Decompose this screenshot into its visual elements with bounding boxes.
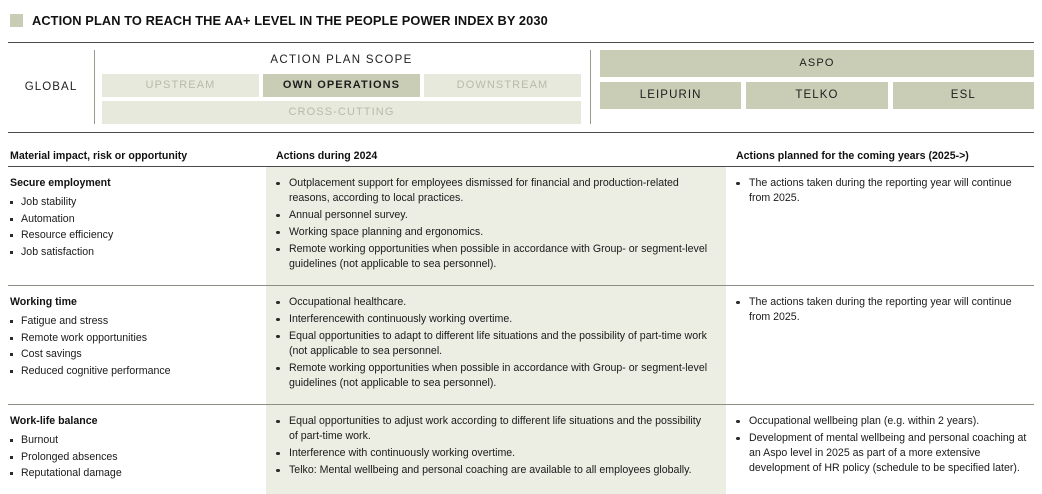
- actions-future-list: [736, 176, 1028, 206]
- page-title-row: [8, 0, 1034, 28]
- table-row: [8, 405, 1034, 494]
- list-item: Outplacement support for employees dismissed for financial and production-related reasons, according to local practices.: [276, 176, 712, 206]
- column-header-actions-2024: Actions during 2024: [276, 150, 378, 162]
- list-item: Job satisfaction: [10, 245, 258, 260]
- impact-title: Working time: [10, 296, 77, 309]
- brand-row: [600, 82, 1034, 109]
- impact-title: Secure employment: [10, 177, 111, 189]
- list-item: Development of mental wellbeing and personal coaching at an Aspo level in 2025 as part of a more extensive development of HR policy (schedule to be specified later).: [736, 431, 1028, 476]
- impact-cell: [8, 405, 266, 494]
- list-item: Job stability: [10, 195, 258, 210]
- actions-2024-cell: [266, 405, 726, 494]
- impact-list: [10, 433, 258, 481]
- actions-2024-list: [276, 414, 712, 478]
- list-item: Equal opportunities to adjust work according to different life situations and the possibility of part-time work.: [276, 414, 712, 444]
- table-row: [8, 286, 1034, 405]
- scope-crosscutting-row: [102, 101, 581, 124]
- list-item: Remote working opportunities when possible in accordance with Group- or segment-level guidelines (not applicable to sea personnel).: [276, 361, 712, 391]
- actions-2024-list: [276, 176, 712, 272]
- table-row: [8, 167, 1034, 286]
- scope-option-cross-cutting[interactable]: CROSS-CUTTING: [102, 101, 581, 124]
- list-item: Resource efficiency: [10, 228, 258, 243]
- brand-leipurin[interactable]: LEIPURIN: [600, 82, 741, 109]
- actions-2024-cell: [266, 167, 726, 285]
- actions-future-cell: [726, 286, 1034, 404]
- scope-option-downstream[interactable]: DOWNSTREAM: [424, 74, 581, 97]
- impact-list: [10, 195, 258, 260]
- list-item: Interference with continuously working overtime.: [276, 446, 712, 461]
- scope-global-label: GLOBAL: [24, 81, 78, 93]
- impact-cell: [8, 286, 266, 404]
- table-header-row: [8, 150, 1034, 167]
- list-item: The actions taken during the reporting year will continue from 2025.: [736, 176, 1028, 206]
- column-header-impact: Material impact, risk or opportunity: [10, 150, 188, 162]
- brand-aspo[interactable]: ASPO: [600, 50, 1034, 77]
- list-item: Burnout: [10, 433, 258, 448]
- list-item: Cost savings: [10, 347, 258, 362]
- list-item: Reputational damage: [10, 466, 258, 481]
- list-item: Interferencewith continuously working overtime.: [276, 312, 712, 327]
- list-item: Remote working opportunities when possible in accordance with Group- or segment-level guidelines (not applicable to sea personnel).: [276, 242, 712, 272]
- page-title: ACTION PLAN TO REACH THE AA+ LEVEL IN THE PEOPLE POWER INDEX BY 2030: [32, 13, 548, 28]
- impact-title: Work-life balance: [10, 415, 98, 428]
- list-item: Occupational wellbeing plan (e.g. within 2 years).: [736, 414, 1028, 429]
- action-plan-table: [8, 150, 1034, 494]
- action-plan-scope-block: [8, 42, 1034, 133]
- actions-future-cell: [726, 405, 1034, 494]
- actions-future-list: [736, 414, 1028, 476]
- impact-list: [10, 314, 258, 379]
- list-item: Working space planning and ergonomics.: [276, 225, 712, 240]
- brand-telko[interactable]: TELKO: [746, 82, 887, 109]
- scope-options-row: [102, 74, 581, 97]
- scope-brands: [590, 50, 1034, 124]
- list-item: Telko: Mental wellbeing and personal coaching are available to all employees globally.: [276, 463, 712, 478]
- impact-cell: [8, 167, 266, 285]
- list-item: Prolonged absences: [10, 450, 258, 465]
- list-item: Reduced cognitive performance: [10, 364, 258, 379]
- scope-option-own-operations[interactable]: OWN OPERATIONS: [263, 74, 420, 97]
- list-item: Remote work opportunities: [10, 331, 258, 346]
- brand-esl[interactable]: ESL: [893, 82, 1034, 109]
- list-item: Equal opportunities to adapt to different life situations and the possibility of part-time work (not applicable to sea personnel.: [276, 329, 712, 359]
- list-item: The actions taken during the reporting year will continue from 2025.: [736, 295, 1028, 325]
- scope-heading: ACTION PLAN SCOPE: [270, 54, 413, 66]
- scope-option-upstream[interactable]: UPSTREAM: [102, 74, 259, 97]
- actions-2024-cell: [266, 286, 726, 404]
- actions-2024-list: [276, 295, 712, 391]
- list-item: Occupational healthcare.: [276, 295, 712, 310]
- list-item: Annual personnel survey.: [276, 208, 712, 223]
- scope-selector: [94, 50, 581, 124]
- actions-future-list: [736, 295, 1028, 325]
- title-marker-icon: [10, 14, 23, 27]
- column-header-actions-future: Actions planned for the coming years (2025->): [736, 150, 969, 162]
- actions-future-cell: [726, 167, 1034, 285]
- list-item: Fatigue and stress: [10, 314, 258, 329]
- list-item: Automation: [10, 212, 258, 227]
